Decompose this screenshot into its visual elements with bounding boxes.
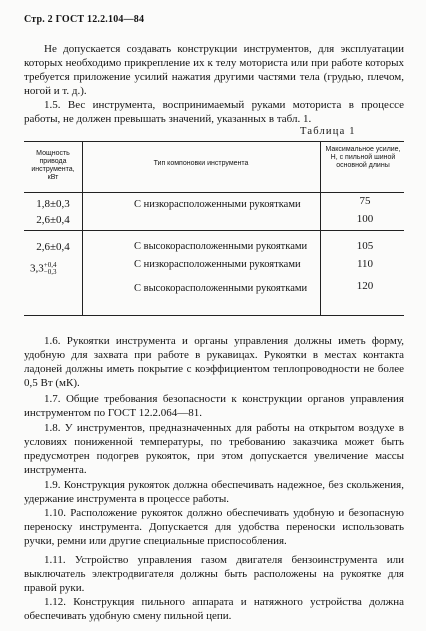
- paragraph-1-6: 1.6. Рукоятки инструмента и органы управления должны иметь форму, удобную для захвата при работе в рукавицах. Рукоятки в местах контакта ладоней должны иметь покрытие с коэффициентом теплопроводности не более 0,5 Вт (мК).: [24, 335, 404, 389]
- paragraph-1-8: 1.8. У инструментов, предназначенных для работы на открытом воздухе в условиях пониженной температуры, по требованию заказчика может быть предусмотрен подогрев рукояток, при этом допускается увеличение массы инструмента.: [24, 422, 404, 476]
- table-col-divider: [82, 141, 83, 315]
- paragraph-intro: Не допускается создавать конструкции инструментов, для эксплуатации которых необходимо прикрепление их к телу моториста или при работе которых требуется приложение усилий нажатия другими частями тела (грудью, плечом, ногой и т. д.).: [24, 43, 404, 97]
- table-header-rule: [24, 192, 404, 193]
- table-cell-power: 2,6±0,4: [36, 214, 70, 226]
- table-cell-type: С низкорасположенными рукоятками: [134, 199, 301, 210]
- table-cell-force: 75: [359, 195, 371, 207]
- table-header-power: Мощность привода инструмента, кВт: [31, 150, 75, 181]
- table-group-rule: [24, 230, 404, 231]
- table-caption: Таблица 1: [300, 126, 356, 137]
- paragraph-1-7: 1.7. Общие требования безопасности к конструкции органов управления инструментом по ГОСТ 12.2.064—81.: [24, 393, 404, 419]
- table-cell-force: 100: [356, 213, 374, 225]
- table-cell-force: 105: [356, 240, 374, 252]
- table-cell-power: 2,6±0,4: [36, 241, 70, 253]
- power-tolerance-upper: +0,4: [43, 261, 57, 269]
- paragraph-1-11: 1.11. Устройство управления газом двигателя бензоинструмента или выключатель электродвигателя должны быть расположены на рукоятке для правой руки.: [24, 554, 404, 594]
- power-tolerance-lower: −0,3: [43, 268, 57, 276]
- table-bottom-rule: [24, 315, 404, 316]
- paragraph-1-5: 1.5. Вес инструмента, воспринимаемый руками моториста в процессе работы, не должен превышать значений, указанных в табл. 1.: [24, 99, 404, 125]
- table-cell-type: С высокорасположенными рукоятками: [134, 283, 308, 294]
- paragraph-1-9: 1.9. Конструкция рукояток должна обеспечивать надежное, без скольжения, удержание инструмента в процессе работы.: [24, 479, 404, 505]
- paragraph-1-12: 1.12. Конструкция пильного аппарата и натяжного устройства должна обеспечивать удобную смену пильной цепи.: [24, 596, 404, 622]
- table-cell-power: [30, 262, 80, 276]
- table-cell-force: 120: [356, 280, 374, 292]
- table-cell-type: С низкорасположенными рукоятками: [134, 259, 301, 270]
- paragraph-1-10: 1.10. Расположение рукояток должно обеспечивать удобную и безопасную переноску инструмента. Допускается для удобства переноски использовать ручки, ремни или другие специальные приспособления.: [24, 507, 404, 547]
- table-top-rule: [24, 141, 404, 142]
- table-cell-force: 110: [356, 258, 374, 270]
- power-value: 3,3: [30, 262, 44, 275]
- table-header-type: Тип компоновки инструмента: [153, 160, 249, 167]
- table-header-force: Максимальное усилие, Н, с пильной шиной основной длины: [325, 146, 401, 169]
- page-header: Стр. 2 ГОСТ 12.2.104—84: [24, 14, 145, 25]
- table-cell-power: 1,8±0,3: [36, 198, 70, 210]
- table-cell-type: С высокорасположенными рукоятками: [134, 241, 308, 252]
